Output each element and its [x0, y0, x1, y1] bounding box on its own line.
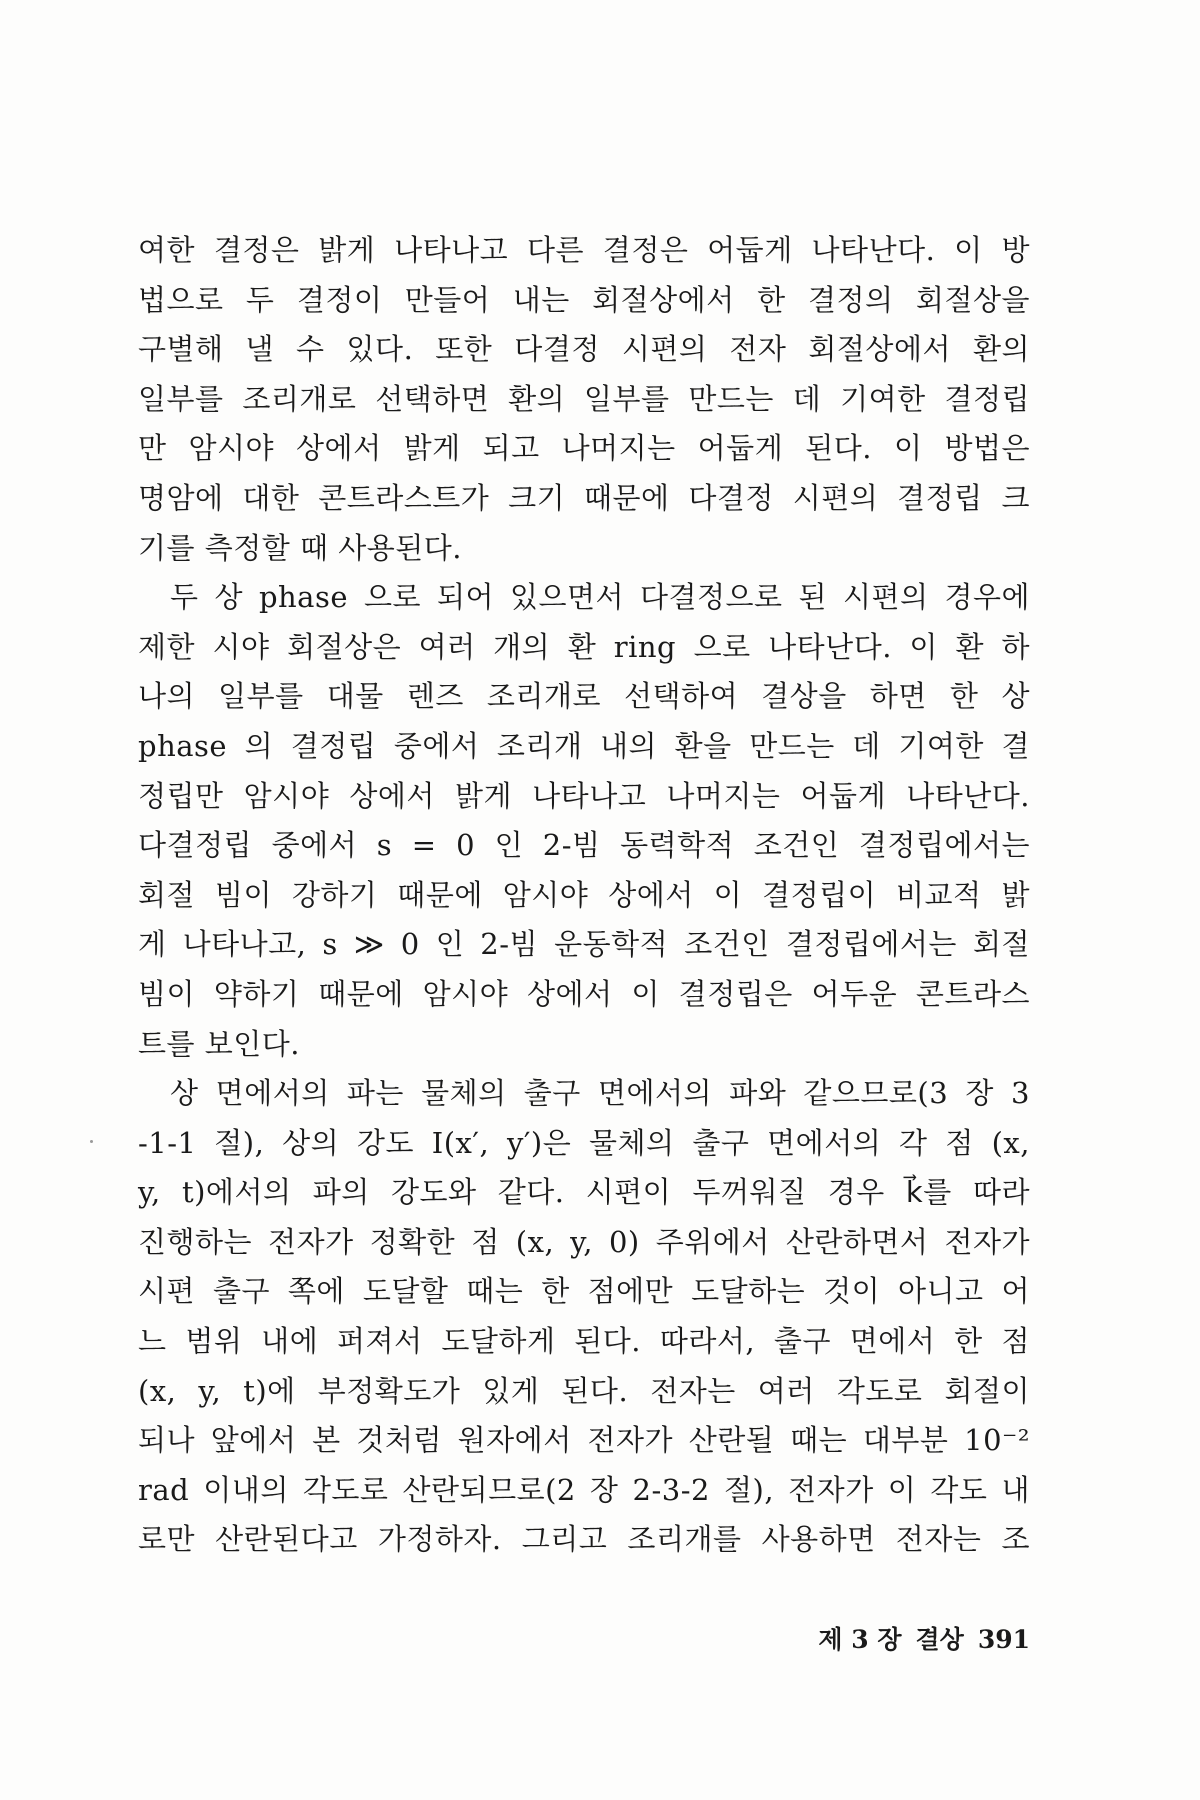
- text-line: 회절 빔이 강하기 때문에 암시야 상에서 이 결정립이 비교적 밝: [138, 877, 1030, 912]
- text-line: 정립만 암시야 상에서 밝게 나타나고 나머지는 어둡게 나타난다.: [138, 778, 1030, 813]
- page-footer: [790, 1620, 1030, 1656]
- text-line: rad 이내의 각도로 산란되므로(2 장 2-3-2 절), 전자가 이 각도 내: [138, 1472, 1030, 1507]
- text-line: 만 암시야 상에서 밝게 되고 나머지는 어둡게 된다. 이 방법은: [138, 431, 1030, 466]
- text-line: 로만 산란된다고 가정하자. 그리고 조리개를 사용하면 전자는 조: [138, 1522, 1030, 1557]
- text-line: 시편 출구 쪽에 도달할 때는 한 점에만 도달하는 것이 아니고 어: [138, 1274, 1030, 1309]
- text-line: 법으로 두 결정이 만들어 내는 회절상에서 한 결정의 회절상을: [138, 282, 1030, 317]
- text-line: 제한 시야 회절상은 여러 개의 환 ring 으로 나타난다. 이 환 하: [138, 629, 1030, 664]
- text-line: 상 면에서의 파는 물체의 출구 면에서의 파와 같으므로(3 장 3: [170, 1076, 1030, 1111]
- text-line: 두 상 phase 으로 되어 있으면서 다결정으로 된 시편의 경우에: [170, 580, 1030, 615]
- text-line: 빔이 약하기 때문에 암시야 상에서 이 결정립은 어두운 콘트라스: [138, 976, 1030, 1011]
- text-line: 게 나타나고, s ≫ 0 인 2-빔 운동학적 조건인 결정립에서는 회절: [138, 927, 1030, 962]
- text-line: -1-1 절), 상의 강도 I(x′, y′)은 물체의 출구 면에서의 각 점 (x,: [138, 1125, 1030, 1160]
- text-line: y, t)에서의 파의 강도와 같다. 시편이 두꺼워질 경우 k⃗를 따라: [138, 1175, 1030, 1210]
- text-line: 여한 결정은 밝게 나타나고 다른 결정은 어둡게 나타난다. 이 방: [138, 233, 1030, 267]
- text-line: 다결정립 중에서 s = 0 인 2-빔 동력학적 조건인 결정립에서는: [138, 828, 1030, 863]
- page-number: 391: [977, 1625, 1030, 1654]
- text-line: (x, y, t)에 부정확도가 있게 된다. 전자는 여러 각도로 회절이: [138, 1373, 1030, 1408]
- text-line: 나의 일부를 대물 렌즈 조리개로 선택하여 결상을 하면 한 상: [138, 679, 1030, 714]
- text-line: 구별해 낼 수 있다. 또한 다결정 시편의 전자 회절상에서 환의: [138, 332, 1030, 367]
- scan-speck: [90, 1140, 93, 1143]
- footer-section: 결상: [915, 1625, 964, 1654]
- text-line: 일부를 조리개로 선택하면 환의 일부를 만드는 데 기여한 결정립: [138, 381, 1030, 416]
- text-line: 기를 측정할 때 사용된다.: [138, 530, 463, 565]
- text-line: 명암에 대한 콘트라스트가 크기 때문에 다결정 시편의 결정립 크: [138, 480, 1030, 515]
- body-text: [138, 226, 1030, 1565]
- text-line: 진행하는 전자가 정확한 점 (x, y, 0) 주위에서 산란하면서 전자가: [138, 1224, 1030, 1259]
- text-line: 느 범위 내에 퍼져서 도달하게 된다. 따라서, 출구 면에서 한 점: [138, 1324, 1030, 1359]
- text-line: phase 의 결정립 중에서 조리개 내의 환을 만드는 데 기여한 결: [138, 728, 1030, 763]
- footer-chapter: 제 3 장: [818, 1625, 902, 1654]
- text-line: 트를 보인다.: [138, 1026, 301, 1061]
- text-line: 되나 앞에서 본 것처럼 원자에서 전자가 산란될 때는 대부분 10⁻²: [138, 1423, 1030, 1458]
